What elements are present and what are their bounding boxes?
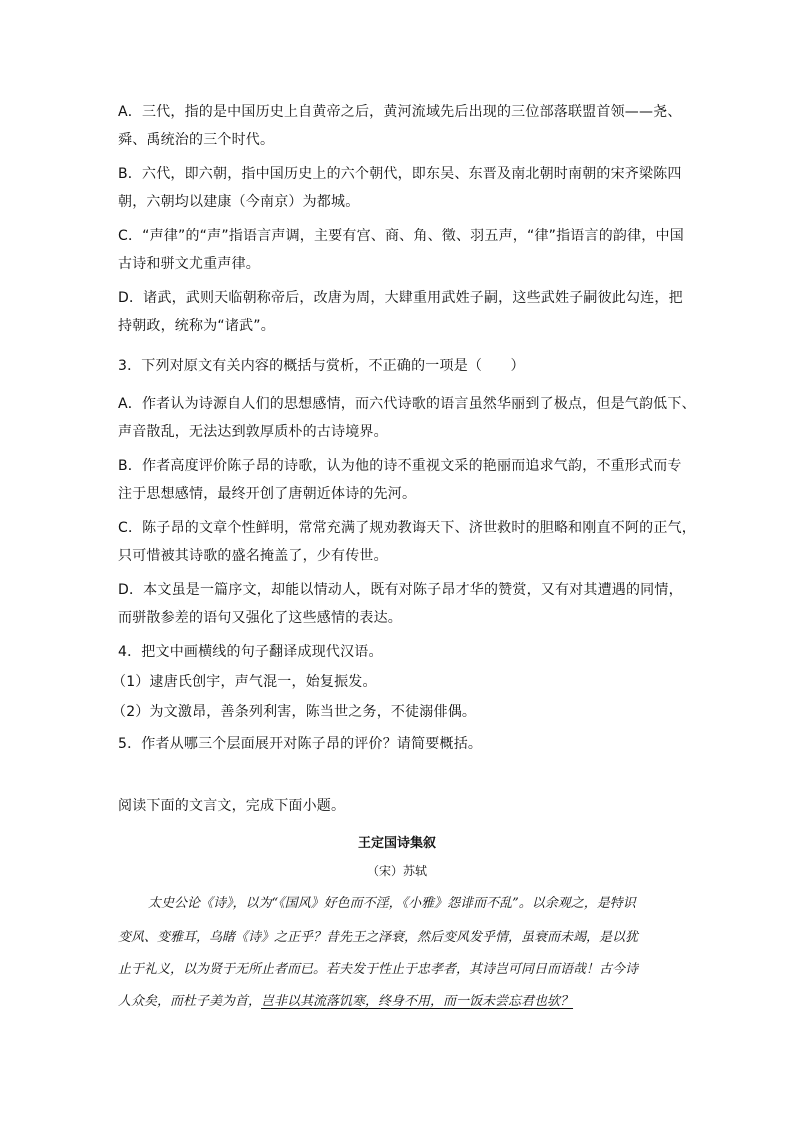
reading-intro: 阅读下面的文言文，完成下面小题。 bbox=[118, 798, 346, 814]
q3-option-a-line2: 声音散乱，无法达到敦厚质朴的古诗境界。 bbox=[118, 424, 388, 440]
q3-option-b-line1: B．作者高度评价陈子昂的诗歌，认为他的诗不重视文采的艳丽而追求气韵，不重形式而专 bbox=[118, 458, 682, 474]
q3-option-a-line1: A．作者认为诗源自人们的思想感情，而六代诗歌的语言虽然华丽到了极点，但是气韵低下、 bbox=[118, 396, 696, 412]
q3-option-d-line1: D．本文虽是一篇序文，却能以情动人，既有对陈子昂才华的赞赏，又有对其遭遇的同情， bbox=[118, 582, 683, 598]
q2-option-c-line1: C．“声律”的“声”指语言声调，主要有宫、商、角、徵、羽五声，“律”指语言的韵律，中国 bbox=[118, 228, 684, 244]
q4-sentence-2: （2）为文激昂，善条列利害，陈当世之务，不徒溺俳偶。 bbox=[112, 704, 477, 720]
q2-option-c-line2: 古诗和骈文尤重声律。 bbox=[118, 256, 260, 272]
q2-option-b-line2: 朝，六朝均以建康（今南京）为都城。 bbox=[118, 194, 360, 210]
q3-option-c-line2: 只可惜被其诗歌的盛名掩盖了，少有传世。 bbox=[118, 548, 388, 564]
q4-sentence-1: （1）逮唐氏创宇，声气混一，始复振发。 bbox=[112, 674, 377, 690]
q4-stem: 4．把文中画横线的句子翻译成现代汉语。 bbox=[118, 644, 383, 660]
q2-option-a-line1: A．三代，指的是中国历史上自黄帝之后，黄河流域先后出现的三位部落联盟首领——尧、 bbox=[118, 104, 682, 120]
q3-option-b-line2: 注于思想感情，最终开创了唐朝近体诗的先河。 bbox=[118, 486, 417, 502]
q2-option-b-line1: B．六代，即六朝，指中国历史上的六个朝代，即东吴、东晋及南北朝时南朝的宋齐梁陈四 bbox=[118, 166, 682, 182]
passage-line-2: 变风、变雅耳，乌睹《诗》之正乎？昔先王之泽衰，然后变风发乎情，虽衰而未竭，是以犹 bbox=[118, 930, 639, 945]
underlined-sentence: 岂非以其流落饥寒，终身不用，而一饭未尝忘君也欤？ bbox=[261, 994, 574, 1009]
q5-stem: 5．作者从哪三个层面展开对陈子昂的评价？请简要概括。 bbox=[118, 736, 483, 752]
passage-line-1: 太史公论《诗》，以为“《国风》好色而不淫，《小雅》怨诽而不乱”。以余观之，是特识 bbox=[148, 896, 636, 911]
passage-author: （宋）苏轼 bbox=[366, 864, 427, 878]
passage-line-4-plain: 人众矣，而杜子美为首， bbox=[118, 994, 262, 1009]
q3-stem: 3．下列对原文有关内容的概括与赏析，不正确的一项是（ ） bbox=[118, 358, 525, 374]
q2-option-a-line2: 舜、禹统治的三个时代。 bbox=[118, 132, 275, 148]
passage-line-4 bbox=[118, 992, 698, 1012]
passage-title: 王定国诗集叙 bbox=[357, 836, 436, 851]
q2-option-d-line2: 持朝政，统称为“诸武”。 bbox=[118, 318, 275, 334]
q3-option-d-line2: 而骈散参差的语句又强化了这些感情的表达。 bbox=[118, 610, 402, 626]
q2-option-d-line1: D．诸武，武则天临朝称帝后，改唐为周，大肆重用武姓子嗣，这些武姓子嗣彼此勾连，把 bbox=[118, 290, 683, 306]
passage-line-3: 止于礼义，以为贤于无所止者而已。若夫发于性止于忠孝者，其诗岂可同日而语哉！古今诗 bbox=[118, 962, 639, 977]
q3-option-c-line1: C．陈子昂的文章个性鲜明，常常充满了规劝教诲天下、济世救时的胆略和刚直不阿的正气， bbox=[118, 520, 696, 536]
